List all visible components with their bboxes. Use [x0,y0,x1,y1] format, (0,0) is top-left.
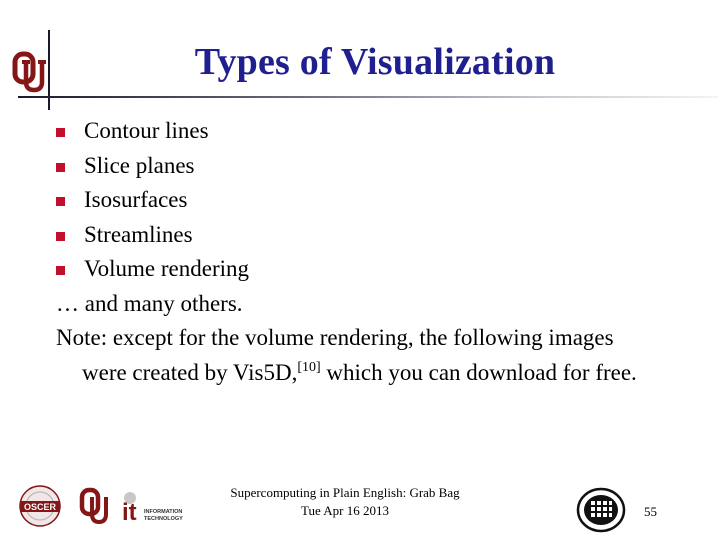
slide-body [56,114,696,390]
footer-course-title: Supercomputing in Plain English: Grab Bag [230,485,460,500]
footer-logos [18,484,208,530]
citation-marker: [10] [297,359,321,375]
square-bullet-icon [56,232,65,241]
it-logo-icon [122,492,183,526]
square-bullet-icon [56,266,65,275]
bullet-item [56,149,696,184]
header-horizontal-rule [18,96,718,98]
oscer-logo-icon [20,486,60,526]
it-caption-2: TECHNOLOGY [144,516,183,522]
page-number: 55 [644,504,657,519]
slide-title: Types of Visualization [194,41,556,83]
note-line-2 [56,356,696,391]
bullet-text: Contour lines [84,118,209,143]
bullet-text: Streamlines [84,221,193,247]
ou-small-logo-icon [82,490,106,522]
bullet-text: Volume rendering [84,256,250,281]
bullet-text: Isosurfaces [84,187,188,212]
bullet-item [56,183,696,218]
square-bullet-icon [56,197,65,206]
square-bullet-icon [56,128,65,137]
note-text-before: were created by Vis5D, [82,359,298,385]
bullet-item [56,114,696,149]
oscer-logo-text: OSCER [23,502,57,512]
square-bullet-icon [56,163,65,172]
institution-seal-icon [576,487,626,533]
extra-line: … and many others. [56,290,243,316]
note-line-1: Note: except for the volume rendering, the following images [56,325,614,350]
bullet-item [56,252,696,287]
it-logo-text: it [122,499,137,526]
note-text-after: which you can download for free. [320,359,637,385]
footer-date: Tue Apr 16 2013 [300,503,389,518]
bullet-item [56,218,696,253]
it-caption-1: INFORMATION [144,509,183,515]
footer-caption [220,484,470,520]
bullet-text: Slice planes [84,152,195,178]
